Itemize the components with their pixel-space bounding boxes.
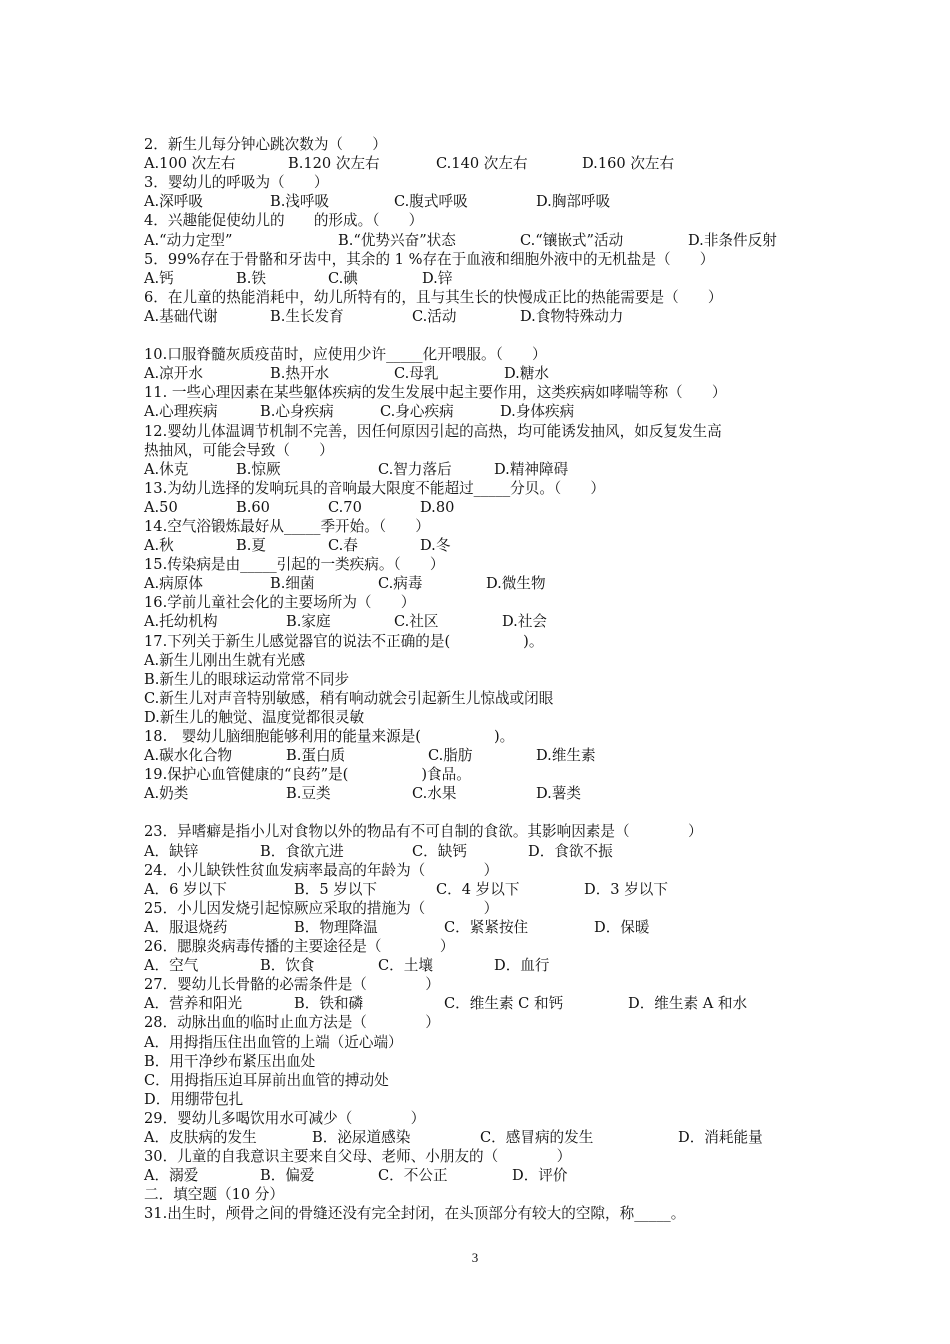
option-b: B．泌尿道感染	[312, 1128, 411, 1146]
question-stem: 5．99%存在于骨骼和牙齿中，其余的 1 %存在于血液和细胞外液中的无机盐是（ ）	[144, 250, 715, 268]
option-a: A.病原体	[144, 575, 203, 593]
question-stem: 19.保护心血管健康的“良药”是( )食品。	[144, 766, 471, 784]
options-row	[144, 956, 834, 975]
options-row	[144, 364, 834, 383]
option-d: D.80	[420, 498, 455, 516]
option-d: D.社会	[502, 613, 548, 631]
option-a: A.托幼机构	[144, 613, 218, 631]
page-number: 3	[471, 1250, 479, 1265]
options-row	[144, 1166, 834, 1185]
options-row	[144, 880, 834, 899]
option-c: C.水果	[412, 785, 457, 803]
option-b: B.豆类	[286, 785, 331, 803]
option-b: B．用干净纱布紧压出血处	[144, 1052, 316, 1070]
question-stem: 30．儿童的自我意识主要来自父母、老师、小朋友的（ ）	[144, 1148, 572, 1166]
option-b: B.60	[236, 498, 270, 516]
options-row	[144, 536, 834, 555]
question-stem: 15.传染病是由_____引起的一类疾病。（ ）	[144, 556, 445, 574]
option-c: C.病毒	[378, 575, 423, 593]
options-row	[144, 498, 834, 517]
option-c: C．紧紧按住	[444, 918, 529, 936]
question-stem: 6．在儿童的热能消耗中，幼儿所特有的，且与其生长的快慢成正比的热能需要是（ ）	[144, 288, 723, 306]
option-b: B.家庭	[286, 613, 331, 631]
option-d: D．血行	[494, 957, 550, 975]
question-stem: 31.出生时，颅骨之间的骨缝还没有完全封闭，在头顶部分有较大的空隙，称_____。	[144, 1205, 686, 1223]
question-stem: 4．兴趣能促使幼儿的 的形成。（ ）	[144, 212, 424, 230]
options-row	[144, 154, 834, 173]
question-stem: 14.空气浴锻炼最好从_____季开始。（ ）	[144, 517, 430, 535]
option-b: B.细菌	[270, 575, 315, 593]
option-c: C.春	[328, 537, 358, 555]
option-a: A.深呼吸	[144, 193, 203, 211]
question-stem: 16.学前儿童社会化的主要场所为（ ）	[144, 594, 416, 612]
option-d: D.新生儿的触觉、温度觉都很灵敏	[144, 708, 365, 726]
option-b: B.浅呼吸	[270, 193, 330, 211]
option-d: D.锌	[422, 269, 453, 287]
option-a: A.50	[144, 498, 178, 516]
option-d: D.糖水	[504, 365, 550, 383]
option-a: A．缺锌	[144, 842, 199, 860]
option-d: D.冬	[420, 537, 451, 555]
option-b: B.夏	[236, 537, 266, 555]
options-row	[144, 460, 834, 479]
option-d: D．保暖	[594, 918, 650, 936]
option-b: B．偏爱	[260, 1167, 315, 1185]
question-stem: 13.为幼儿选择的发响玩具的音响最大限度不能超过_____分贝。（ ）	[144, 479, 606, 497]
option-d: D.胸部呼吸	[536, 193, 611, 211]
options-row	[144, 994, 834, 1013]
options-row	[144, 574, 834, 593]
question-stem: 27．婴幼儿长骨骼的必需条件是（ ）	[144, 976, 440, 994]
option-a: A.100 次左右	[144, 155, 236, 173]
option-d: D．消耗能量	[678, 1128, 763, 1146]
option-a: A．用拇指压住出血管的上端（近心端）	[144, 1033, 403, 1051]
option-a: A．空气	[144, 957, 199, 975]
section-heading: 二．填空题（10 分）	[144, 1186, 284, 1204]
option-a: A.休克	[144, 460, 189, 478]
option-c: C.智力落后	[378, 460, 452, 478]
option-b: B．食欲亢进	[260, 842, 344, 860]
question-list	[144, 116, 834, 1223]
option-a: A.秋	[144, 537, 174, 555]
option-d: D.薯类	[536, 785, 582, 803]
option-d: D．用绷带包扎	[144, 1090, 244, 1108]
question-stem: 26．腮腺炎病毒传播的主要途径是（ ）	[144, 938, 455, 956]
options-row	[144, 842, 834, 861]
options-row	[144, 746, 834, 765]
option-a: A.钙	[144, 269, 174, 287]
question-stem: 17.下列关于新生儿感觉器官的说法不正确的是( )。	[144, 632, 544, 650]
option-b: B．铁和磷	[294, 995, 364, 1013]
option-b: B.惊厥	[236, 460, 281, 478]
option-d: D.食物特殊动力	[520, 307, 624, 325]
option-d: D.160 次左右	[582, 155, 675, 173]
option-c: C．缺钙	[412, 842, 467, 860]
option-c: C.脂肪	[428, 747, 473, 765]
option-a: A.“动力定型”	[144, 231, 233, 249]
option-a: A．营养和阳光	[144, 995, 243, 1013]
option-a: A.碳水化合物	[144, 747, 233, 765]
options-row	[144, 612, 834, 631]
options-row	[144, 402, 834, 421]
option-c: C．感冒病的发生	[480, 1128, 594, 1146]
option-c: C.“镶嵌式”活动	[520, 231, 624, 249]
option-d: D.维生素	[536, 747, 596, 765]
option-b: B.新生儿的眼球运动常常不同步	[144, 670, 350, 688]
option-c: C.140 次左右	[436, 155, 528, 173]
question-stem: 28．动脉出血的临时止血方法是（ ）	[144, 1014, 440, 1032]
option-a: A.凉开水	[144, 365, 203, 383]
options-row	[144, 307, 834, 326]
question-stem: 2．新生儿每分钟心跳次数为（ ）	[144, 136, 387, 154]
option-a: A．皮肤病的发生	[144, 1128, 257, 1146]
option-d: D.精神障碍	[494, 460, 569, 478]
question-stem: 24．小儿缺铁性贫血发病率最高的年龄为（ ）	[144, 861, 499, 879]
option-c: C.社区	[394, 613, 439, 631]
question-stem: 18. 婴幼儿脑细胞能够利用的能量来源是( )。	[144, 728, 515, 745]
options-row	[144, 1128, 834, 1147]
option-c: C.新生儿对声音特别敏感，稍有响动就会引起新生儿惊战或闭眼	[144, 689, 554, 707]
option-a: A.基础代谢	[144, 307, 218, 325]
option-a: A.心理疾病	[144, 403, 218, 421]
option-c: C.70	[328, 498, 362, 516]
option-a: A．服退烧药	[144, 918, 228, 936]
options-row	[144, 784, 834, 803]
option-b: B.铁	[236, 269, 266, 287]
option-d: D.身体疾病	[500, 403, 575, 421]
option-c: C.身心疾病	[380, 403, 454, 421]
option-c: C.腹式呼吸	[394, 193, 468, 211]
question-stem: 29．婴幼儿多喝饮用水可减少（ ）	[144, 1109, 426, 1127]
question-stem: 12.婴幼儿体温调节机制不完善，因任何原因引起的高热，均可能诱发抽风，如反复发生高	[144, 422, 722, 440]
option-c: C．4 岁以下	[436, 880, 520, 898]
question-stem: 11. 一些心理因素在某些躯体疾病的发生发展中起主要作用，这类疾病如哮喘等称（ ）	[144, 384, 727, 402]
option-b: B.“优势兴奋”状态	[338, 231, 456, 249]
option-b: B．饮食	[260, 957, 315, 975]
options-row	[144, 231, 834, 250]
option-d: D．评价	[512, 1167, 568, 1185]
option-b: B.心身疾病	[260, 403, 334, 421]
option-a: A．溺爱	[144, 1167, 199, 1185]
option-c: C．维生素 C 和钙	[444, 995, 564, 1013]
option-d: D．3 岁以下	[584, 880, 668, 898]
option-c: C.碘	[328, 269, 358, 287]
option-d: D.非条件反射	[688, 231, 777, 249]
option-a: A.新生儿刚出生就有光感	[144, 651, 306, 669]
question-stem: 3．婴幼儿的呼吸为（ ）	[144, 174, 329, 192]
option-a: A.奶类	[144, 785, 189, 803]
option-c: C．用拇指压迫耳屏前出血管的搏动处	[144, 1071, 389, 1089]
option-d: D．食欲不振	[528, 842, 613, 860]
option-d: D.微生物	[486, 575, 546, 593]
question-stem: 23．异嗜癖是指小儿对食物以外的物品有不可自制的食欲。其影响因素是（ ）	[144, 823, 703, 841]
option-b: B．5 岁以下	[294, 880, 378, 898]
options-row	[144, 269, 834, 288]
options-row	[144, 192, 834, 211]
question-stem-continued: 热抽风，可能会导致（ ）	[144, 441, 334, 459]
question-stem: 10.口服脊髓灰质疫苗时，应使用少许_____化开喂服。（ ）	[144, 346, 547, 364]
option-c: C.母乳	[394, 365, 439, 383]
option-b: B.生长发育	[270, 307, 344, 325]
option-c: C．不公正	[378, 1167, 448, 1185]
option-d: D．维生素 A 和水	[628, 995, 748, 1013]
option-b: B.蛋白质	[286, 747, 346, 765]
option-b: B．物理降温	[294, 918, 378, 936]
question-stem: 25．小儿因发烧引起惊厥应采取的措施为（ ）	[144, 899, 499, 917]
options-row	[144, 918, 834, 937]
option-a: A．6 岁以下	[144, 880, 227, 898]
option-c: C．土壤	[378, 957, 433, 975]
option-b: B.120 次左右	[288, 155, 380, 173]
option-c: C.活动	[412, 307, 457, 325]
option-b: B.热开水	[270, 365, 330, 383]
